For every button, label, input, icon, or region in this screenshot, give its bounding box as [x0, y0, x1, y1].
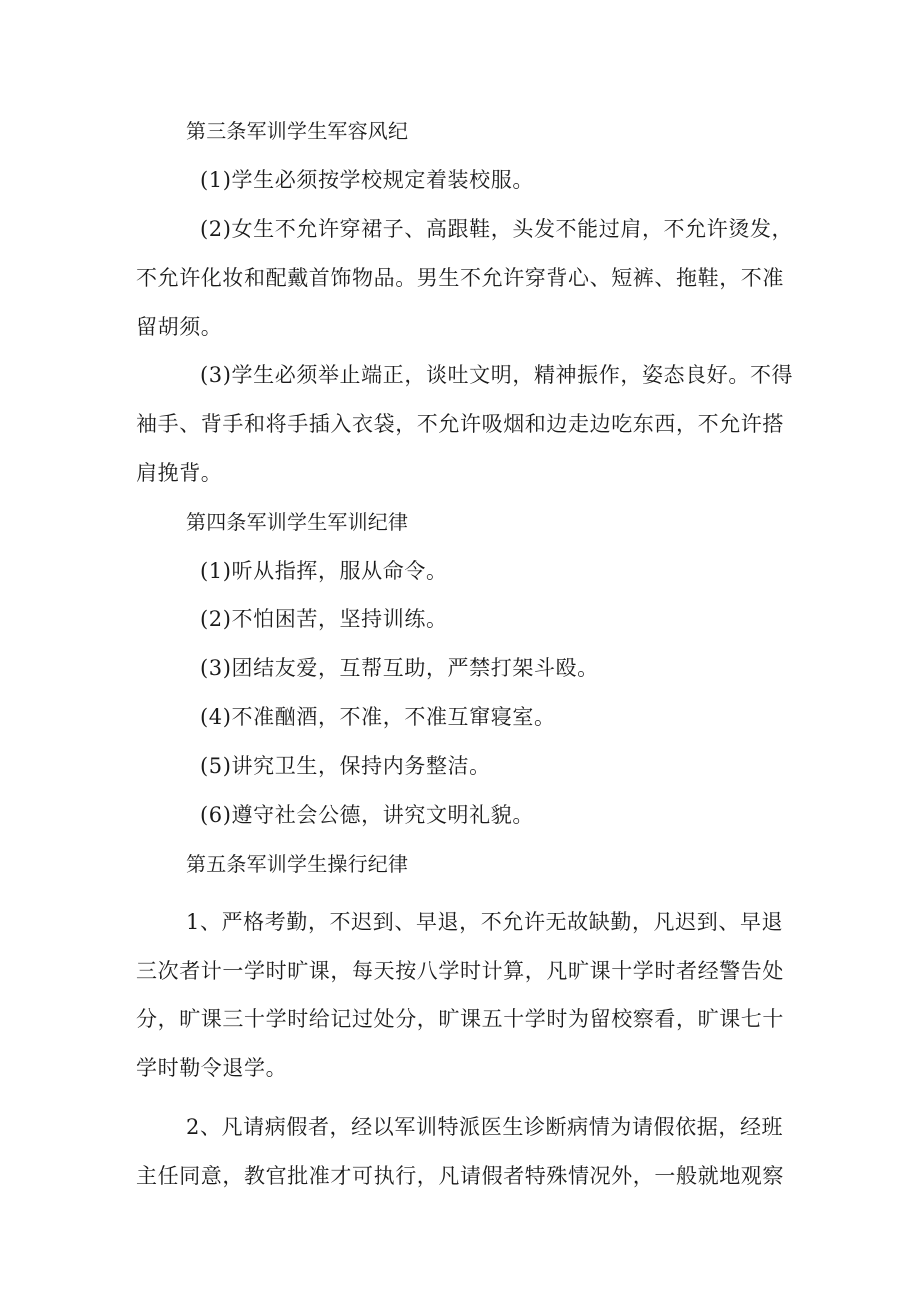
article-3-item-2-line-3: 留胡须。: [136, 315, 223, 339]
article-3-item-2-line-1: (2)女生不允许穿裙子、高跟鞋，头发不能过肩，不允许烫发，: [200, 217, 794, 241]
article-5-para-2-line-1: 2、凡请病假者，经以军训特派医生诊断病情为请假依据，经班: [186, 1115, 784, 1139]
article-5-para-1-line-2: 三次者计一学时旷课，每天按八学时计算，凡旷课十学时者经警告处: [136, 959, 784, 983]
article-3-item-3-line-1: (3)学生必须举止端正，谈吐文明，精神振作，姿态良好。不得: [200, 363, 794, 387]
article-4-item-1: (1)听从指挥，服从命令。: [200, 559, 448, 583]
article-5-para-2-line-2: 主任同意，教官批准才可执行，凡请假者特殊情况外，一般就地观察: [136, 1164, 784, 1188]
article-4-item-4: (4)不准酗酒，不准，不准互窜寝室。: [200, 705, 556, 729]
article-3-item-3-line-3: 肩挽背。: [136, 461, 223, 485]
article-4-item-3: (3)团结友爱，互帮互助，严禁打架斗殴。: [200, 656, 599, 680]
article-4-item-5: (5)讲究卫生，保持内务整洁。: [200, 754, 491, 778]
article-3-heading: 第三条军训学生军容风纪: [186, 119, 409, 143]
article-3-item-2-line-2: 不允许化妆和配戴首饰物品。男生不允许穿背心、短裤、拖鞋，不准: [136, 266, 784, 290]
article-4-item-6: (6)遵守社会公德，讲究文明礼貌。: [200, 803, 534, 827]
article-4-heading: 第四条军训学生军训纪律: [186, 510, 409, 534]
article-3-item-1: (1)学生必须按学校规定着装校服。: [200, 168, 534, 192]
article-5-para-1-line-1: 1、严格考勤，不迟到、早退，不允许无故缺勤，凡迟到、早退: [186, 910, 784, 934]
article-5-heading: 第五条军训学生操行纪律: [186, 852, 409, 876]
article-5-para-1-line-3: 分，旷课三十学时给记过处分，旷课五十学时为留校察看，旷课七十: [136, 1007, 784, 1031]
article-5-para-1-line-4: 学时勒令退学。: [136, 1056, 288, 1080]
article-3-item-3-line-2: 袖手、背手和将手插入衣袋，不允许吸烟和边走边吃东西，不允许搭: [136, 412, 784, 436]
article-4-item-2: (2)不怕困苦，坚持训练。: [200, 607, 448, 631]
